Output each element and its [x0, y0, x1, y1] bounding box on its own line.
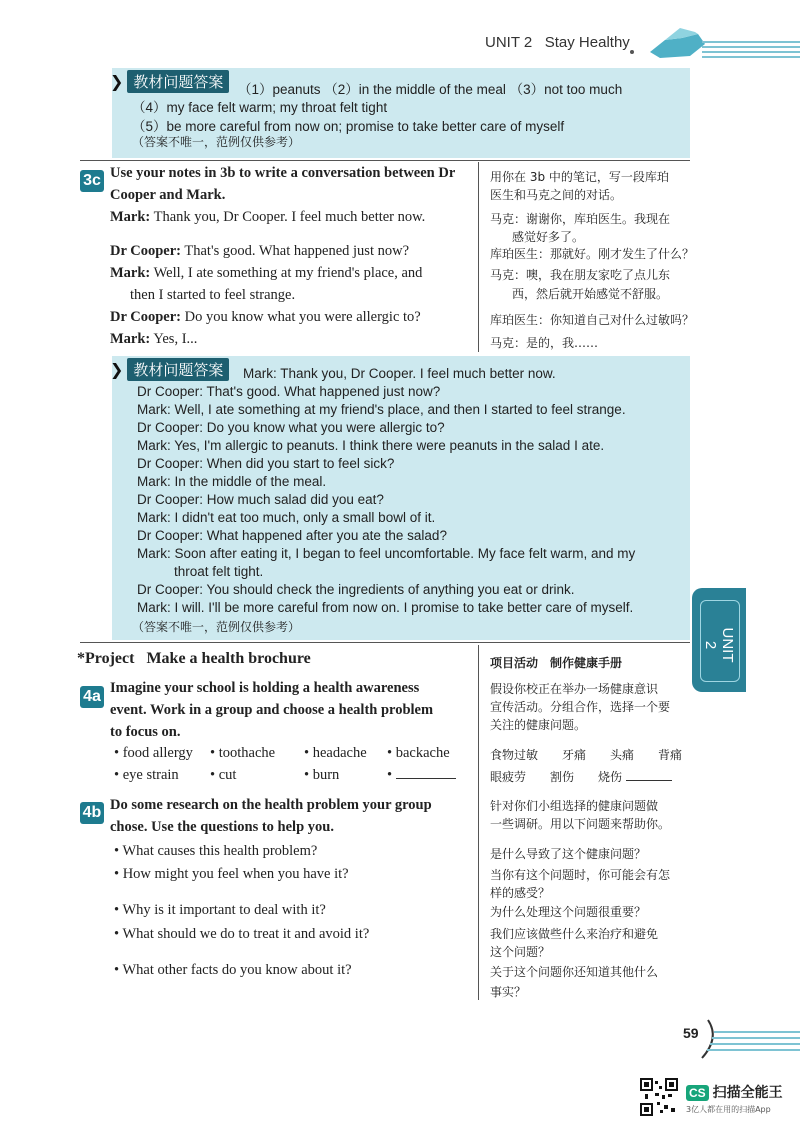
dialogue-line: Dr Cooper: Do you know what you were allergic to?: [110, 309, 421, 325]
ex4b-zh: 当你有这个问题时，你可能会有怎: [490, 868, 671, 882]
side-tab-label: UNIT 2: [702, 627, 736, 663]
ex4a-zh: 眼疲劳 割伤 烧伤: [490, 768, 672, 785]
option-item: • toothache: [210, 745, 276, 761]
ex3c-instruction-1: Use your notes in 3b to write a conversation between Dr: [110, 165, 456, 181]
answer-2-line: Dr Cooper: Do you know what you were allergic to?: [137, 420, 445, 435]
ex4b-zh: 针对你们小组选择的健康问题做: [490, 799, 659, 813]
option-blank[interactable]: •: [387, 767, 456, 784]
divider: [80, 642, 690, 643]
answer-1-note: （答案不唯一，范例仅供参考）: [132, 135, 301, 149]
badge-3c: 3c: [80, 170, 104, 192]
question-item: • What should we do to treat it and avoid it?: [114, 926, 370, 942]
badge-4a: 4a: [80, 686, 104, 708]
option-item: • backache: [387, 745, 450, 761]
answer-label: 教材问题答案: [127, 70, 229, 93]
option-item: • burn: [304, 767, 340, 783]
answer-box-1-header: [110, 70, 229, 93]
ex4b-instruction: Do some research on the health problem your group: [110, 797, 432, 813]
page-number: 59: [683, 1025, 699, 1041]
brand-name: 扫描全能王: [712, 1085, 783, 1101]
answer-2-line: Dr Cooper: You should check the ingredients of anything you eat or drink.: [137, 582, 575, 597]
answer-2-first: Mark: Thank you, Dr Cooper. I feel much better now.: [243, 366, 556, 381]
ex3c-zh-1: 用你在 3b 中的笔记，写一段库珀: [490, 170, 669, 184]
answer-2-note: （答案不唯一，范例仅供参考）: [132, 620, 301, 634]
dialogue-line: Mark: Thank you, Dr Cooper. I feel much better now.: [110, 209, 426, 225]
answer-1-line-2: （4）my face felt warm; my throat felt tight: [132, 100, 388, 115]
option-item: • eye strain: [114, 767, 179, 783]
question-item: • How might you feel when you have it?: [114, 866, 349, 882]
column-divider: [478, 645, 479, 1000]
ex4a-zh: 关注的健康问题。: [490, 718, 587, 732]
ex4b-zh: 样的感受？: [490, 886, 551, 900]
ex3c-zh-4: 感觉好多了。: [512, 230, 585, 244]
header-title: Stay Healthy: [544, 34, 630, 51]
answer-2-line: Mark: Well, I ate something at my friend's place, and then I started to feel strange.: [137, 402, 626, 417]
chevron-right-icon: ❯: [110, 360, 124, 379]
ex3c-zh-2: 医生和马克之间的对话。: [490, 188, 623, 202]
ex4a-zh: 假设你校正在举办一场健康意识: [490, 682, 659, 696]
answer-1-line-1: （1）peanuts （2）in the middle of the meal （3）not too much: [238, 82, 623, 97]
ex4a-instruction: to focus on.: [110, 724, 181, 740]
answer-1-line-3: （5）be more careful from now on; promise to take better care of myself: [132, 119, 565, 134]
ex4a-zh: 宣传活动。分组合作，选择一个要: [490, 700, 671, 714]
ex4b-zh: 是什么导致了这个健康问题？: [490, 847, 647, 861]
brand-tagline: 3亿人都在用的扫描App: [686, 1105, 771, 1114]
answer-2-line: Mark: Soon after eating it, I began to feel uncomfortable. My face felt warm, and my: [137, 546, 636, 561]
option-item: • headache: [304, 745, 367, 761]
badge-4b: 4b: [80, 802, 104, 824]
option-item: • cut: [210, 767, 237, 783]
header-unit: UNIT 2: [485, 34, 533, 51]
answer-2-line: Dr Cooper: When did you start to feel sick?: [137, 456, 395, 471]
ex4a-instruction: Imagine your school is holding a health awareness: [110, 680, 420, 696]
ex4b-zh: 我们应该做些什么来治疗和避免: [490, 927, 659, 941]
project-title: *Project Make a health brochure: [77, 650, 311, 667]
ex4b-zh: 事实？: [490, 985, 527, 999]
answer-2-line: Mark: I didn't eat too much, only a small bowl of it.: [137, 510, 436, 525]
answer-box-2-header: [110, 358, 229, 381]
unit-side-tab: [692, 588, 746, 692]
column-divider: [478, 162, 479, 352]
dialogue-line: Mark: Yes, I...: [110, 331, 198, 347]
ex3c-zh-3: 马克：谢谢你，库珀医生。我现在: [490, 212, 671, 226]
answer-2-line: Dr Cooper: That's good. What happened just now?: [137, 384, 441, 399]
answer-2-line: Dr Cooper: How much salad did you eat?: [137, 492, 384, 507]
chevron-right-icon: ❯: [110, 72, 124, 91]
answer-2-line: Mark: Yes, I'm allergic to peanuts. I think there were peanuts in the salad I ate.: [137, 438, 605, 453]
ex4a-zh: 食物过敏 牙痛 头痛 背痛: [490, 748, 683, 762]
ex3c-zh-9: 马克：是的，我……: [490, 336, 599, 350]
question-item: • Why is it important to deal with it?: [114, 902, 326, 918]
scanner-brand: [686, 1082, 783, 1102]
project-zh-title: 项目活动 制作健康手册: [490, 656, 623, 670]
ex3c-zh-7: 西，然后就开始感觉不舒服。: [512, 287, 669, 301]
answer-2-line: Mark: In the middle of the meal.: [137, 474, 327, 489]
ex4b-zh: 为什么处理这个问题很重要？: [490, 905, 647, 919]
ex4b-zh: 关于这个问题你还知道其他什么: [490, 965, 659, 979]
question-item: • What other facts do you know about it?: [114, 962, 352, 978]
ex4b-zh: 这个问题？: [490, 945, 551, 959]
header: [485, 34, 630, 51]
dialogue-line: then I started to feel strange.: [130, 287, 296, 303]
qr-code-icon: [640, 1078, 678, 1116]
page-corner-decoration-icon: [680, 1018, 800, 1063]
answer-label: 教材问题答案: [127, 358, 229, 381]
ex4b-zh: 一些调研。用以下问题来帮助你。: [490, 817, 671, 831]
answer-2-line: Dr Cooper: What happened after you ate the salad?: [137, 528, 447, 543]
ex3c-zh-8: 库珀医生：你知道自己对什么过敏吗？: [490, 313, 695, 327]
answer-2-line: throat felt tight.: [174, 564, 264, 579]
dialogue-line: Dr Cooper: That's good. What happened just now?: [110, 243, 410, 259]
ex3c-instruction-2: Cooper and Mark.: [110, 187, 226, 203]
ex4a-instruction: event. Work in a group and choose a health problem: [110, 702, 434, 718]
ex3c-zh-6: 马克：噢，我在朋友家吃了点儿东: [490, 268, 671, 282]
question-item: • What causes this health problem?: [114, 843, 318, 859]
option-item: • food allergy: [114, 745, 193, 761]
dialogue-line: Mark: Well, I ate something at my friend's place, and: [110, 265, 423, 281]
cs-logo-icon: CS: [686, 1085, 709, 1101]
divider: [80, 160, 690, 161]
ex3c-zh-5: 库珀医生：那就好。刚才发生了什么？: [490, 247, 695, 261]
header-decoration-icon: [620, 22, 800, 62]
ex4b-instruction: chose. Use the questions to help you.: [110, 819, 334, 835]
answer-2-line: Mark: I will. I'll be more careful from now on. I promise to take better care of myself.: [137, 600, 634, 615]
